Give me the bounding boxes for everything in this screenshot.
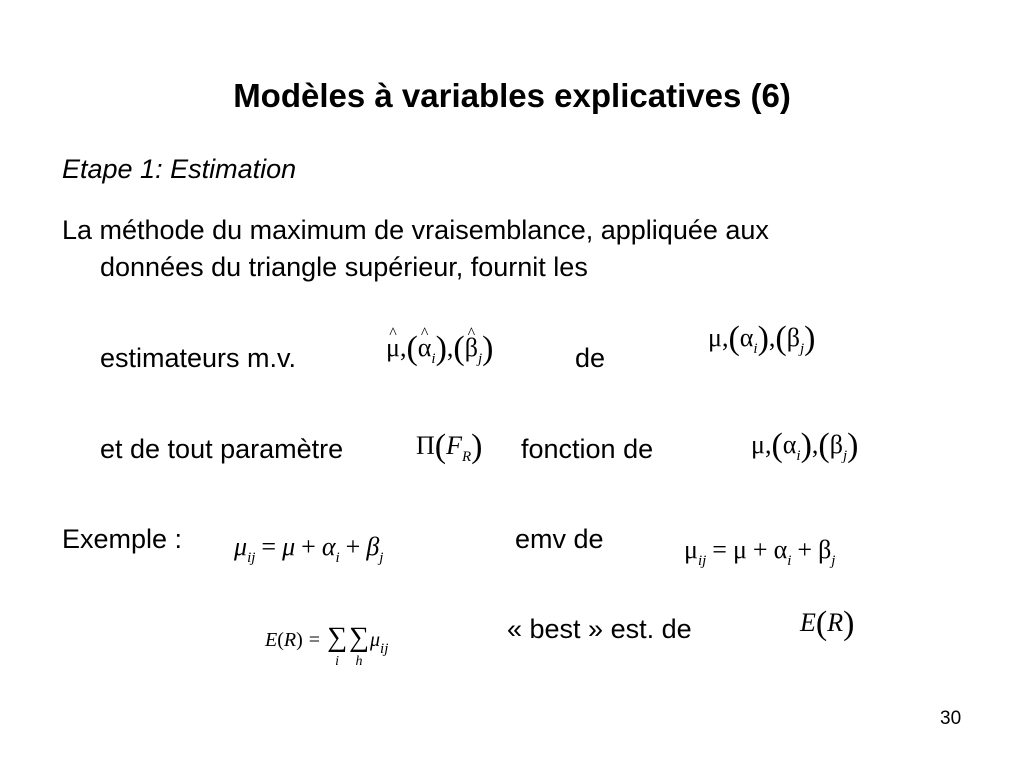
fonction-label: fonction de bbox=[521, 434, 654, 464]
mu-hat: ^ μ bbox=[386, 328, 400, 368]
page-number: 30 bbox=[940, 708, 962, 729]
de-label: de bbox=[575, 343, 606, 373]
paragraph-line-2: données du triangle supérieur, fournit les bbox=[100, 252, 588, 282]
exemple-label: Exemple : bbox=[62, 524, 183, 554]
et-label: et de tout paramètre bbox=[100, 434, 344, 464]
estimator-hat-formula: ^ μ,(^ $\alpha_i),(\^{}$ $\beta_j$) bbox=[386, 328, 493, 379]
estimateurs-label: estimateurs m.v. bbox=[100, 343, 297, 373]
best-label: « best » est. de bbox=[507, 614, 692, 644]
paragraph-line-1: La méthode du maximum de vraisemblance, appliquée aux bbox=[62, 215, 769, 245]
alpha-hat: ^ α bbox=[418, 328, 432, 368]
parameters-formula-1: $\mu,(\alpha_i),(\beta_j)$ bbox=[708, 320, 816, 357]
model-formula-upright: $\mu_{ij} = \mu + \alpha_i + \beta_j$ bbox=[684, 535, 836, 569]
step-subtitle: Etape 1: Estimation bbox=[62, 154, 297, 184]
parameters-formula-2: $\mu,(\alpha_i),(\beta_j)$ bbox=[751, 427, 859, 464]
beta-hat: ^ β bbox=[465, 328, 478, 368]
pi-formula: $\Pi(F_R)$ bbox=[416, 428, 483, 465]
expectation-formula: E(R) bbox=[800, 605, 855, 642]
emv-label: emv de bbox=[515, 524, 604, 554]
model-formula-italic: $\mu_{ij} = \mu + \alpha_i + \beta_j$ bbox=[234, 532, 384, 566]
slide-title: Modèles à variables explicatives (6) bbox=[233, 77, 791, 114]
expectation-sum-formula: E(R) = ∑ i ∑ h $\mu_{ij}$ bbox=[265, 622, 389, 669]
